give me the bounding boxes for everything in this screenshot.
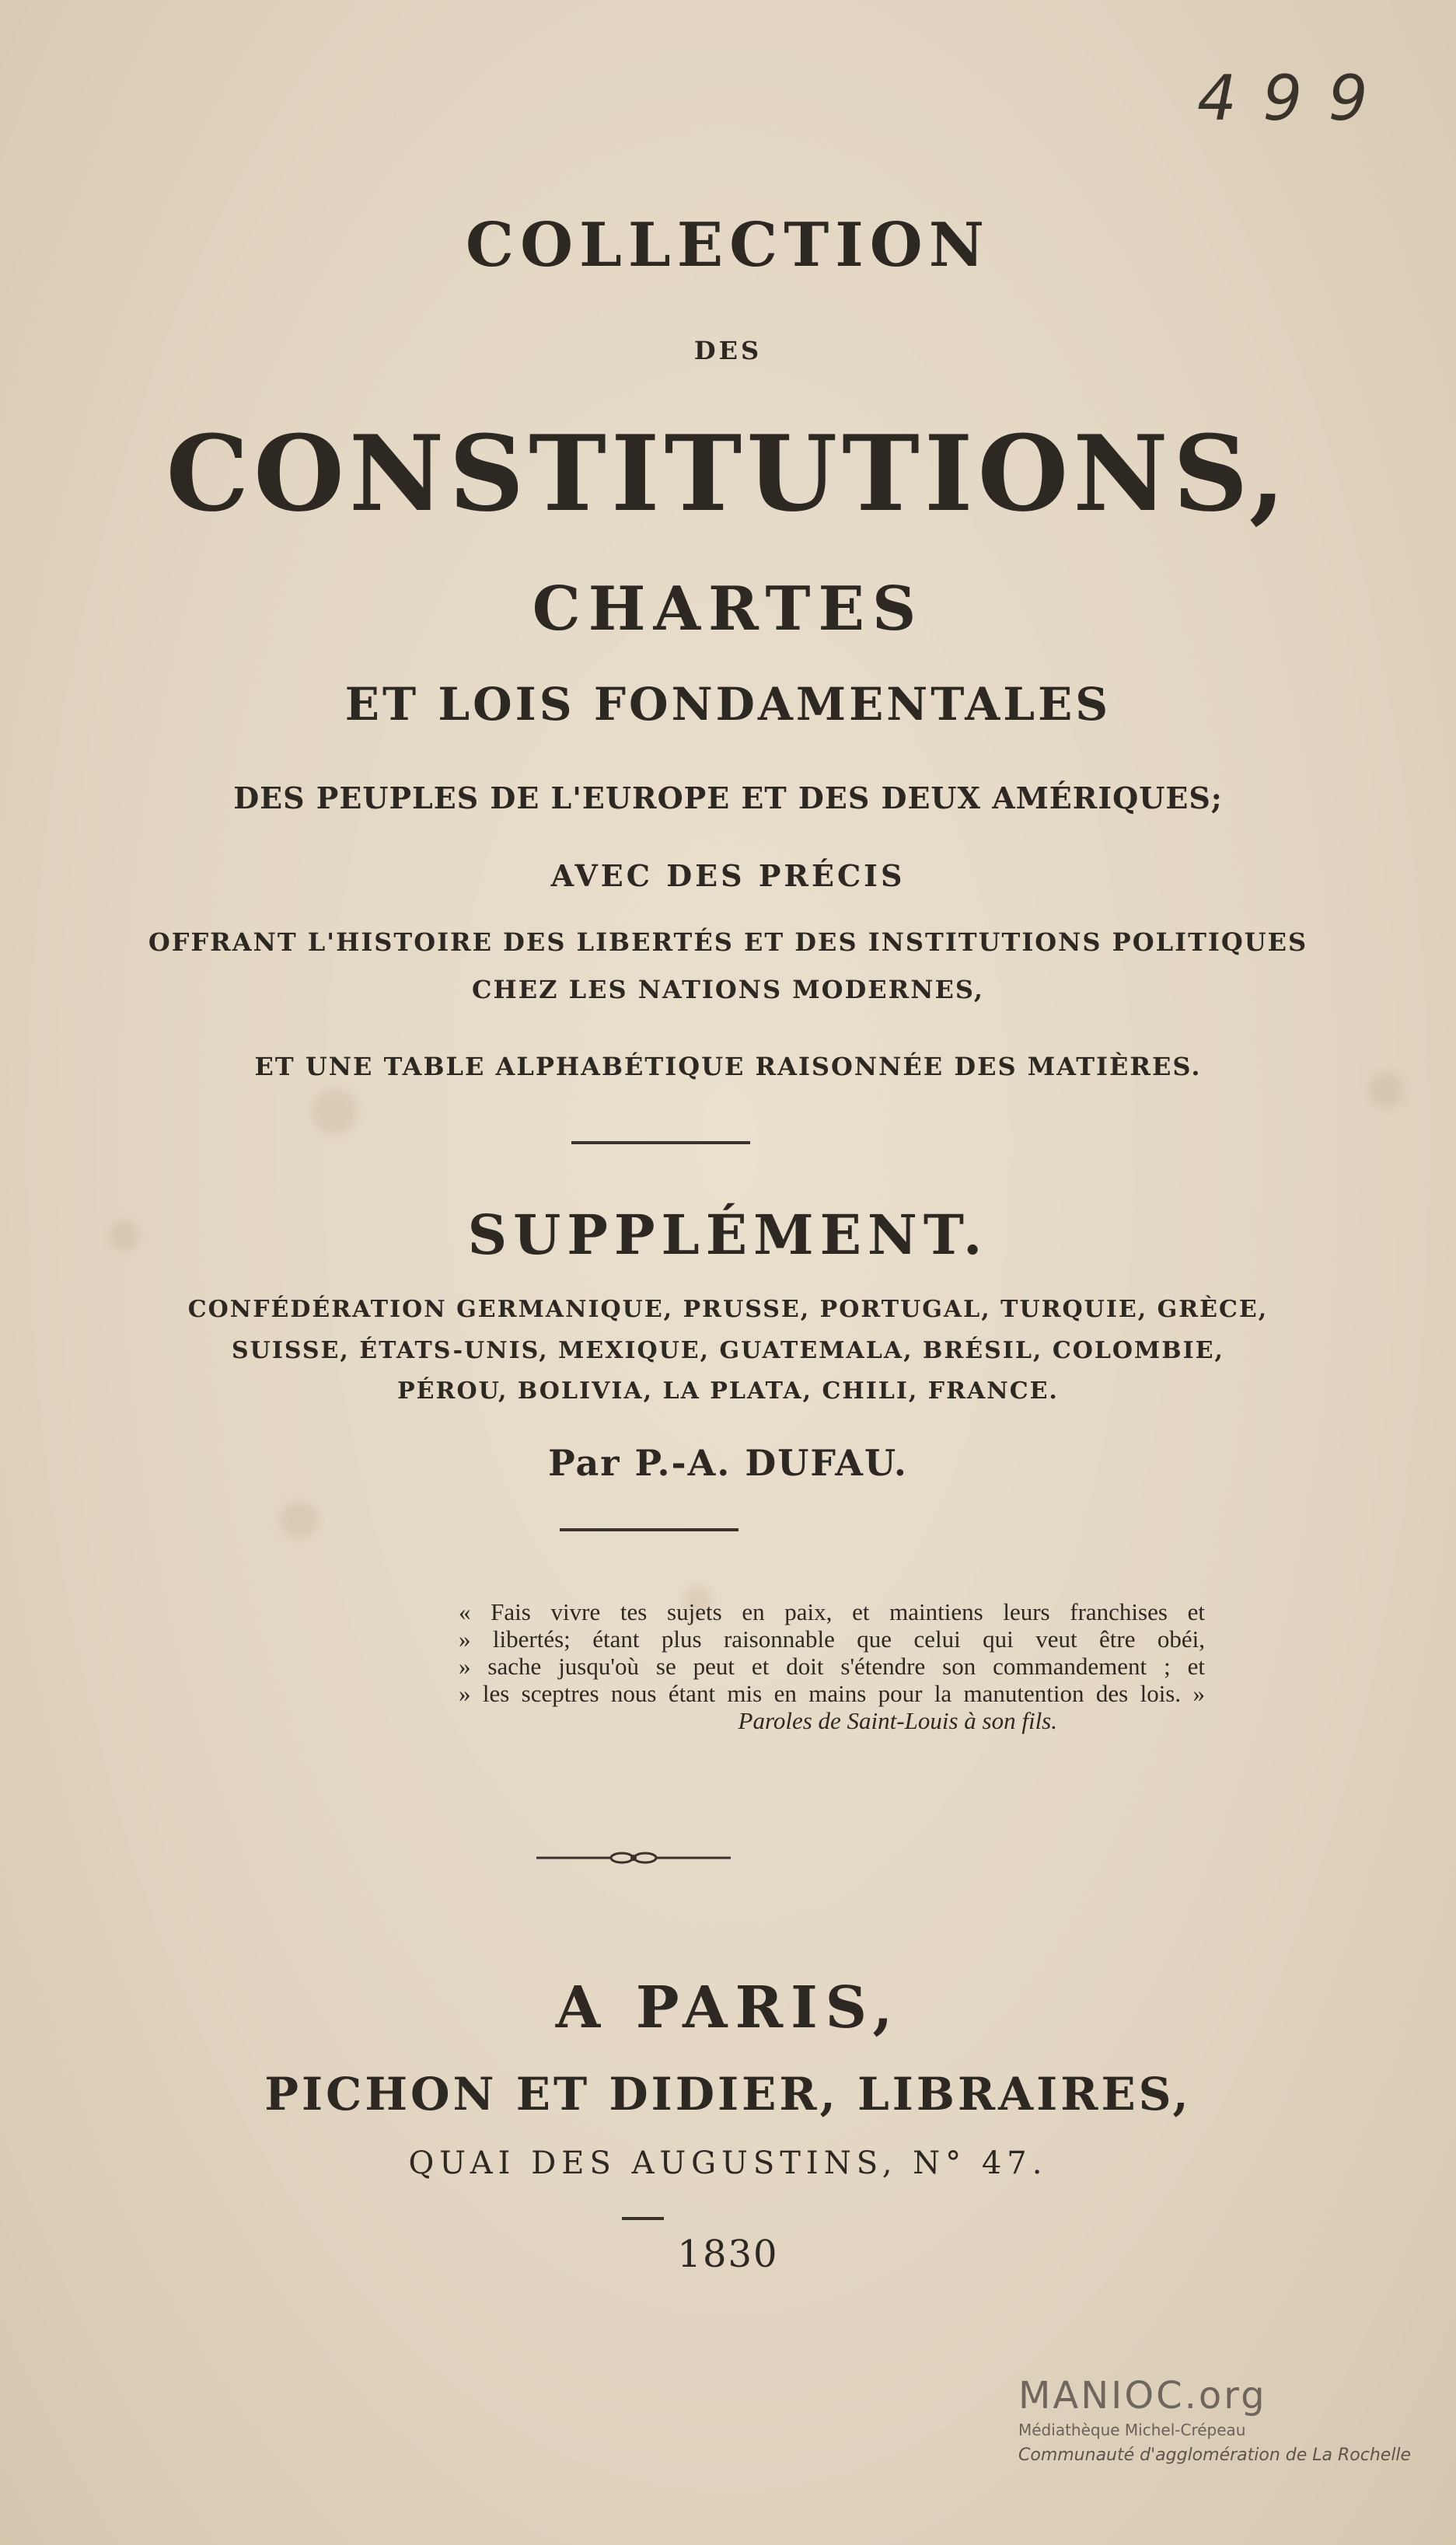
- supplement-countries-3: PÉROU, BOLIVIA, LA PLATA, CHILI, FRANCE.: [397, 1377, 1059, 1405]
- watermark-library: Médiathèque Michel-Crépeau: [1018, 2421, 1246, 2439]
- divider-rule: [571, 1141, 750, 1144]
- title-collection: COLLECTION: [465, 210, 991, 281]
- imprint-address: QUAI DES AUGUSTINS, N° 47.: [408, 2145, 1048, 2181]
- epigraph-line: » les sceptres nous étant mis en mains pour la manutention des lois. »: [459, 1680, 1205, 1707]
- epigraph-line: « Fais vivre tes sujets en paix, et maintiens leurs franchises et: [459, 1598, 1205, 1625]
- author-line: Par P.-A. DUFAU.: [548, 1442, 908, 1484]
- supplement-heading: SUPPLÉMENT.: [467, 1203, 989, 1267]
- title-table-alphabetique: ET UNE TABLE ALPHABÉTIQUE RAISONNÉE DES MATIÈRES.: [254, 1052, 1202, 1081]
- epigraph-line: » libertés; étant plus raisonnable que celui qui veut être obéi,: [459, 1625, 1205, 1653]
- title-nations-modernes: CHEZ LES NATIONS MODERNES,: [472, 975, 984, 1004]
- library-watermark: [1018, 2374, 1423, 2465]
- title-peuples: DES PEUPLES DE L'EUROPE ET DES DEUX AMÉRIQUES;: [233, 780, 1223, 815]
- title-avec-precis: AVEC DES PRÉCIS: [550, 858, 906, 893]
- manioc-logo: MANIOC.org: [1018, 2374, 1267, 2418]
- title-chartes: CHARTES: [532, 574, 924, 644]
- handwritten-shelf-mark: 4 9 9: [1197, 62, 1371, 134]
- paper-stain: [280, 1500, 319, 1539]
- supplement-countries-2: SUISSE, ÉTATS-UNIS, MEXIQUE, GUATEMALA, BRÉSIL, COLOMBIE,: [232, 1337, 1224, 1364]
- paper-stain: [311, 1088, 358, 1135]
- title-offrant: OFFRANT L'HISTOIRE DES LIBERTÉS ET DES INSTITUTIONS POLITIQUES: [148, 927, 1308, 957]
- epigraph-source: Paroles de Saint-Louis à son fils.: [738, 1707, 1057, 1734]
- ornament-divider-icon: [536, 1849, 731, 1867]
- divider-rule: [560, 1528, 738, 1531]
- epigraph: [459, 1598, 1205, 1734]
- divider-rule: [622, 2217, 664, 2220]
- title-des: DES: [693, 336, 763, 365]
- supplement-countries-1: CONFÉDÉRATION GERMANIQUE, PRUSSE, PORTUGAL, TURQUIE, GRÈCE,: [187, 1296, 1269, 1323]
- imprint-city: A PARIS,: [555, 1974, 901, 2041]
- watermark-community: Communauté d'agglomération de La Rochelle: [1018, 2446, 1412, 2465]
- imprint-year: 1830: [677, 2233, 779, 2276]
- imprint-publisher: PICHON ET DIDIER, LIBRAIRES,: [264, 2068, 1192, 2121]
- title-constitutions: CONSTITUTIONS,: [166, 412, 1290, 535]
- epigraph-line: » sache jusqu'où se peut et doit s'étendre son commandement ; et: [459, 1653, 1205, 1680]
- title-lois-fondamentales: ET LOIS FONDAMENTALES: [344, 678, 1112, 731]
